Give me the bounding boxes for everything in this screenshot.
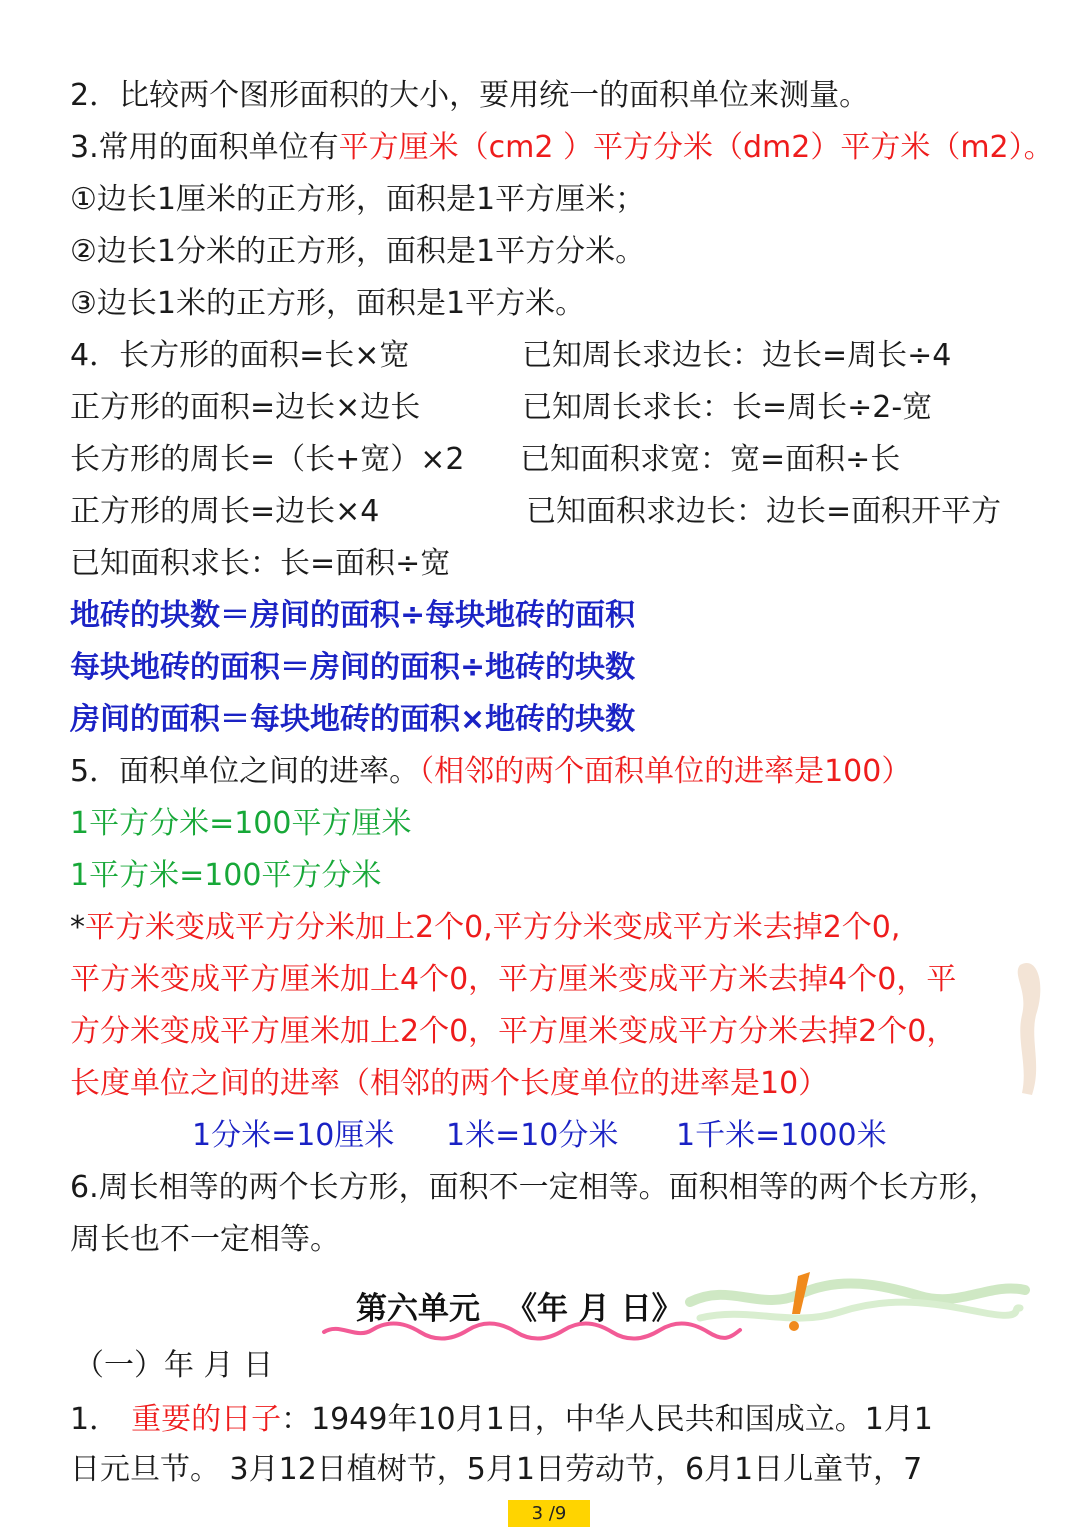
point-2-text: 2．比较两个图形面积的大小，要用统一的面积单位来测量。 [70, 78, 870, 113]
conversion-rule-3: 方分米变成平方厘米加上2个0，平方厘米变成平方分米去掉2个0， [70, 1014, 957, 1049]
unit-6-title-label: 第六单元 [356, 1291, 480, 1327]
length-rate-km-m: 1千米=1000米 [676, 1118, 887, 1153]
formula-rect-area: 4．长方形的面积=长×宽 [70, 338, 410, 373]
unit-definition-dm: ②边长1分米的正方形，面积是1平方分米。 [70, 234, 646, 269]
formula-square-area: 正方形的面积=边长×边长 [70, 390, 421, 425]
important-days-number: 1． [70, 1402, 120, 1437]
conversion-rule-1-text: 平方米变成平方分米加上2个0,平方分米变成平方米去掉2个0, [85, 910, 901, 945]
unit-6-title [356, 1283, 683, 1328]
brush-decoration [1008, 955, 1048, 1105]
conversion-rule-2: 平方米变成平方厘米加上4个0，平方厘米变成平方米去掉4个0，平 [70, 962, 957, 997]
point-5-intro: 5．面积单位之间的进率。 [70, 754, 420, 789]
length-rate-dm-cm: 1分米=10厘米 [192, 1118, 395, 1153]
point-3-line [70, 128, 1054, 168]
point-6-text-1: 6.周长相等的两个长方形，面积不一定相等。面积相等的两个长方形， [70, 1170, 999, 1205]
tile-formula-count: 地砖的块数＝房间的面积÷每块地砖的面积 [70, 598, 636, 633]
formula-side-from-perimeter: 已知周长求边长：边长=周长÷4 [522, 338, 952, 373]
page-number: 3 /9 [508, 1500, 590, 1527]
section-heading: （一）年 月 日 [74, 1348, 274, 1383]
formula-square-perimeter: 正方形的周长=边长×4 [70, 494, 380, 529]
area-units-highlight: 平方厘米（cm2 ）平方分米（dm2）平方米（m2）。 [338, 130, 1054, 165]
formula-side-from-area: 已知面积求边长：边长=面积开平方 [526, 494, 1002, 529]
tile-formula-each-area: 每块地砖的面积＝房间的面积÷地砖的块数 [70, 650, 636, 685]
formula-length-from-perimeter: 已知周长求长：长=周长÷2-宽 [522, 390, 933, 425]
rate-m2-dm2: 1平方米=100平方分米 [70, 858, 382, 893]
formula-rect-perimeter: 长方形的周长=（长+宽）×2 [70, 442, 465, 477]
formula-length-from-area: 已知面积求长：长=面积÷宽 [70, 546, 451, 581]
important-days-text: ：1949年10月1日，中华人民共和国成立。1月1 [281, 1402, 933, 1437]
conversion-rule-1 [70, 908, 900, 948]
star-mark: * [70, 910, 85, 945]
point-3-intro: 3.常用的面积单位有 [70, 130, 339, 165]
area-rate-note: （相邻的两个面积单位的进率是100） [419, 754, 912, 789]
formula-width-from-area: 已知面积求宽：宽=面积÷长 [520, 442, 901, 477]
tile-formula-room-area: 房间的面积＝每块地砖的面积×地砖的块数 [70, 702, 636, 737]
point-5-line [70, 752, 911, 792]
length-rate-note: 长度单位之间的进率（相邻的两个长度单位的进率是10） [70, 1066, 829, 1101]
important-days-line-2: 日元旦节。 3月12日植树节，5月1日劳动节，6月1日儿童节，7 [70, 1452, 923, 1487]
rate-dm2-cm2: 1平方分米=100平方厘米 [70, 806, 412, 841]
length-rate-m-dm: 1米=10分米 [446, 1118, 619, 1153]
unit-6-title-name: 《年 月 日》 [506, 1291, 683, 1327]
important-days-label: 重要的日子 [131, 1402, 282, 1437]
important-days-line-1 [70, 1400, 933, 1440]
unit-definition-m: ③边长1米的正方形，面积是1平方米。 [70, 286, 586, 321]
unit-definition-cm: ①边长1厘米的正方形，面积是1平方厘米； [70, 182, 646, 217]
point-6-text-2: 周长也不一定相等。 [70, 1222, 340, 1257]
